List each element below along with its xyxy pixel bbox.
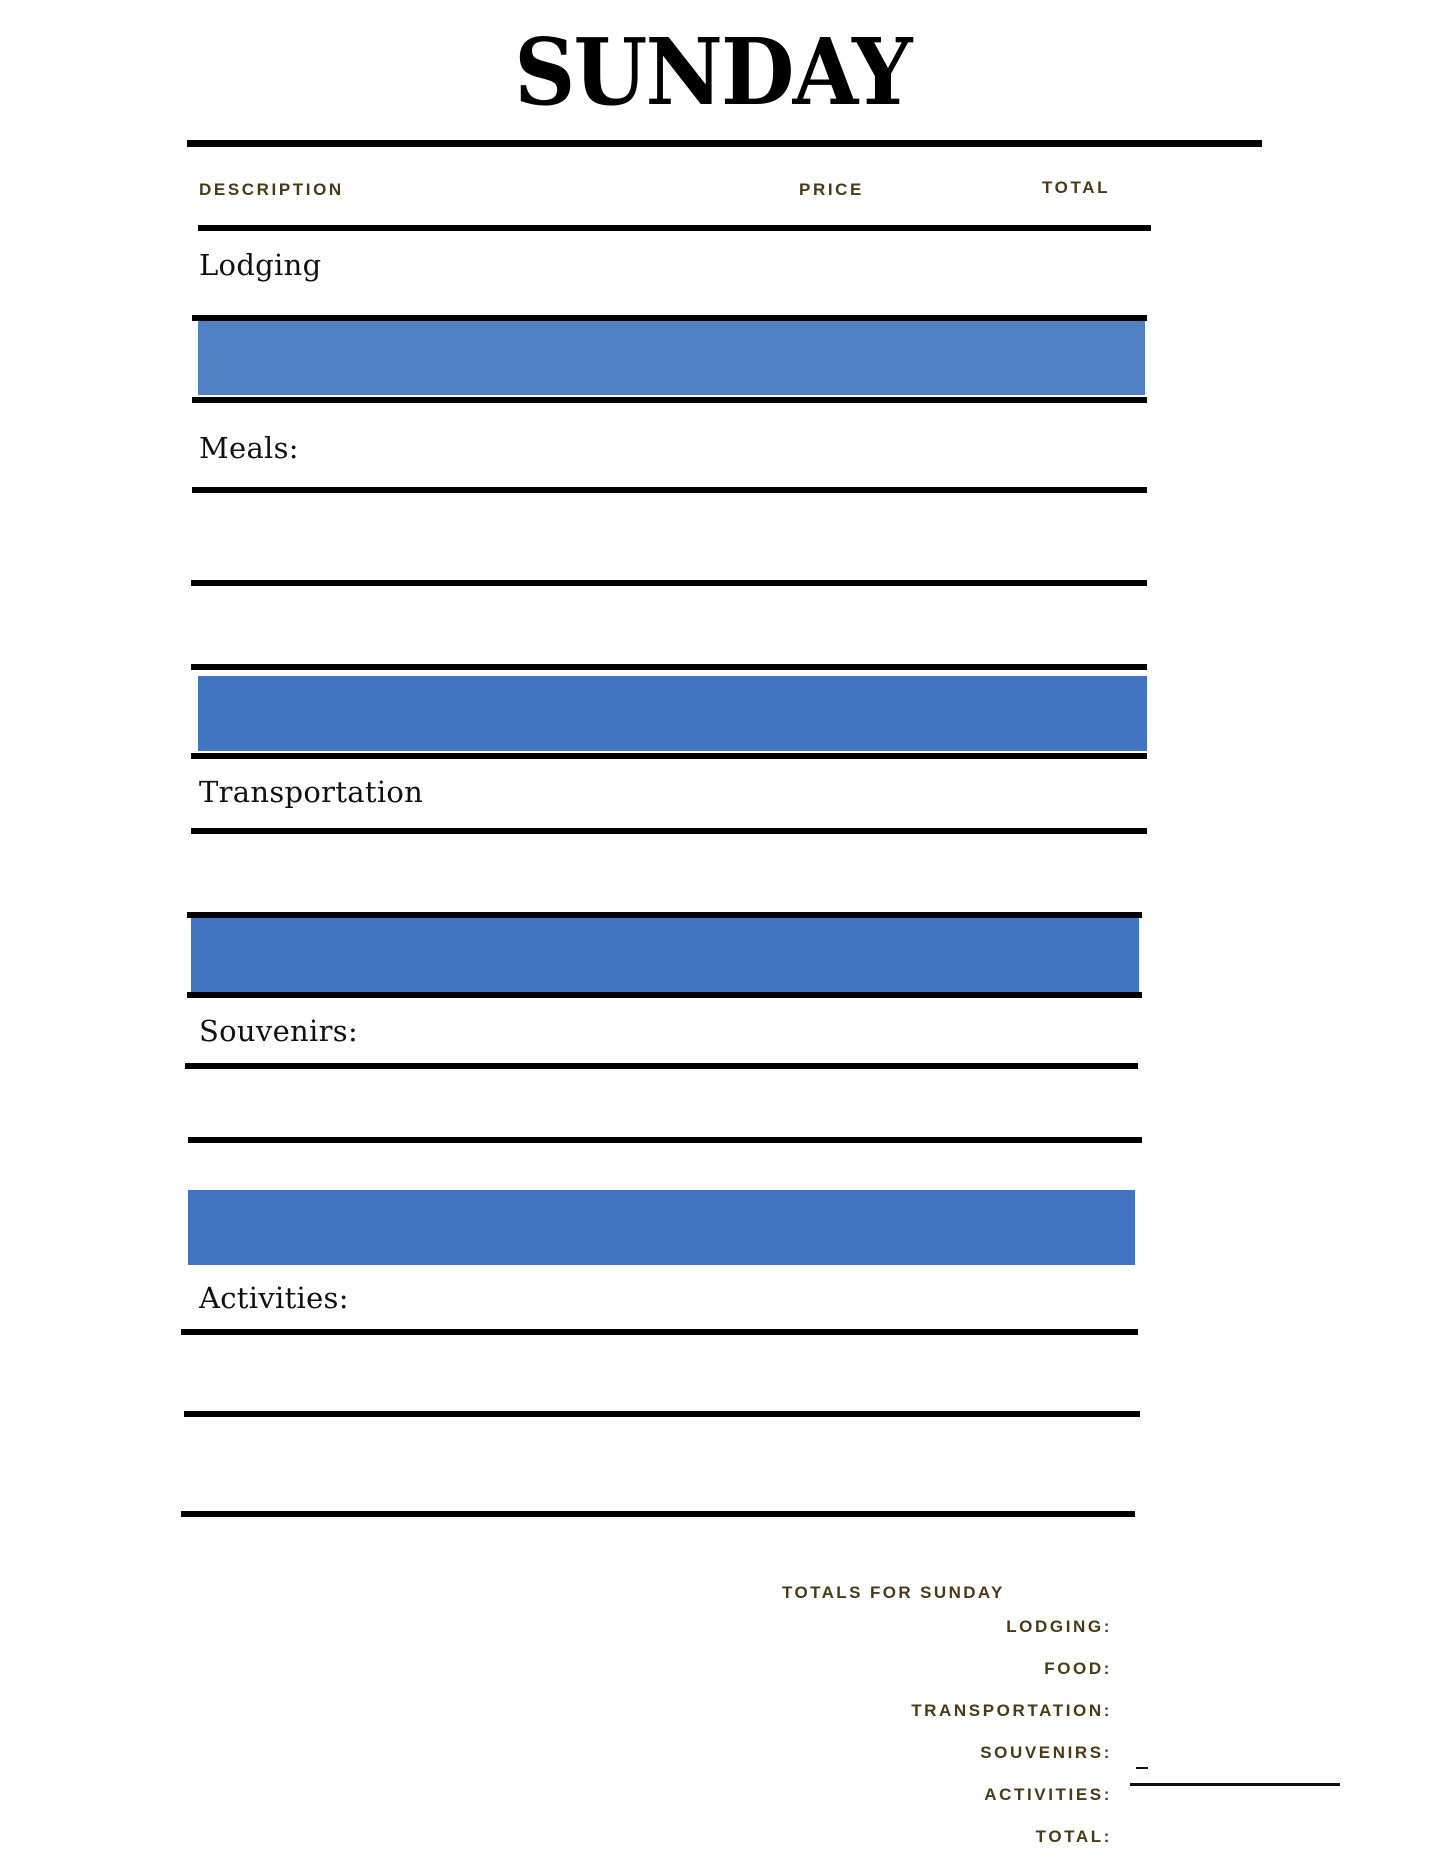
transportation-entry-row-2[interactable] [191,918,1139,993]
column-header-description: DESCRIPTION [199,180,344,199]
souvenirs-entry-row-1[interactable] [185,1069,1138,1137]
totals-label-souvenirs: SOUVENIRS: [980,1743,1112,1762]
activities-entry-row-1[interactable] [181,1335,1138,1411]
row-rule [192,397,1147,403]
activities-entry-row-2[interactable] [184,1417,1140,1511]
title-rule [187,140,1262,147]
section-label-transportation: Transportation [199,775,424,809]
totals-label-food: FOOD: [1044,1659,1112,1678]
meals-entry-row-3[interactable] [198,676,1147,751]
section-label-meals: Meals: [199,431,299,465]
total-sum-line[interactable] [1130,1783,1340,1786]
totals-heading: TOTALS FOR SUNDAY [782,1583,1005,1602]
section-label-lodging: Lodging [199,248,322,282]
row-rule [191,753,1147,759]
totals-label-total: TOTAL: [1035,1827,1112,1846]
lodging-entry-row[interactable] [198,321,1145,395]
column-header-price: PRICE [799,180,864,199]
section-label-activities: Activities: [199,1281,349,1315]
row-rule [187,992,1142,998]
totals-label-activities: ACTIVITIES: [984,1785,1112,1804]
activities-value-dash [1136,1767,1148,1769]
header-rule [198,225,1151,231]
row-rule [188,1137,1142,1143]
meals-entry-row-2[interactable] [191,586,1147,665]
section-label-souvenirs: Souvenirs: [199,1014,359,1048]
souvenirs-entry-row-2[interactable] [188,1190,1135,1265]
meals-entry-row-1[interactable] [192,493,1147,581]
column-header-total: TOTAL [1042,178,1111,197]
row-rule [191,664,1147,670]
page-title: SUNDAY [514,18,911,126]
totals-label-transportation: TRANSPORTATION: [911,1701,1112,1720]
totals-label-lodging: LODGING: [1006,1617,1112,1636]
row-rule [181,1511,1135,1517]
transportation-entry-row-1[interactable] [191,834,1147,913]
